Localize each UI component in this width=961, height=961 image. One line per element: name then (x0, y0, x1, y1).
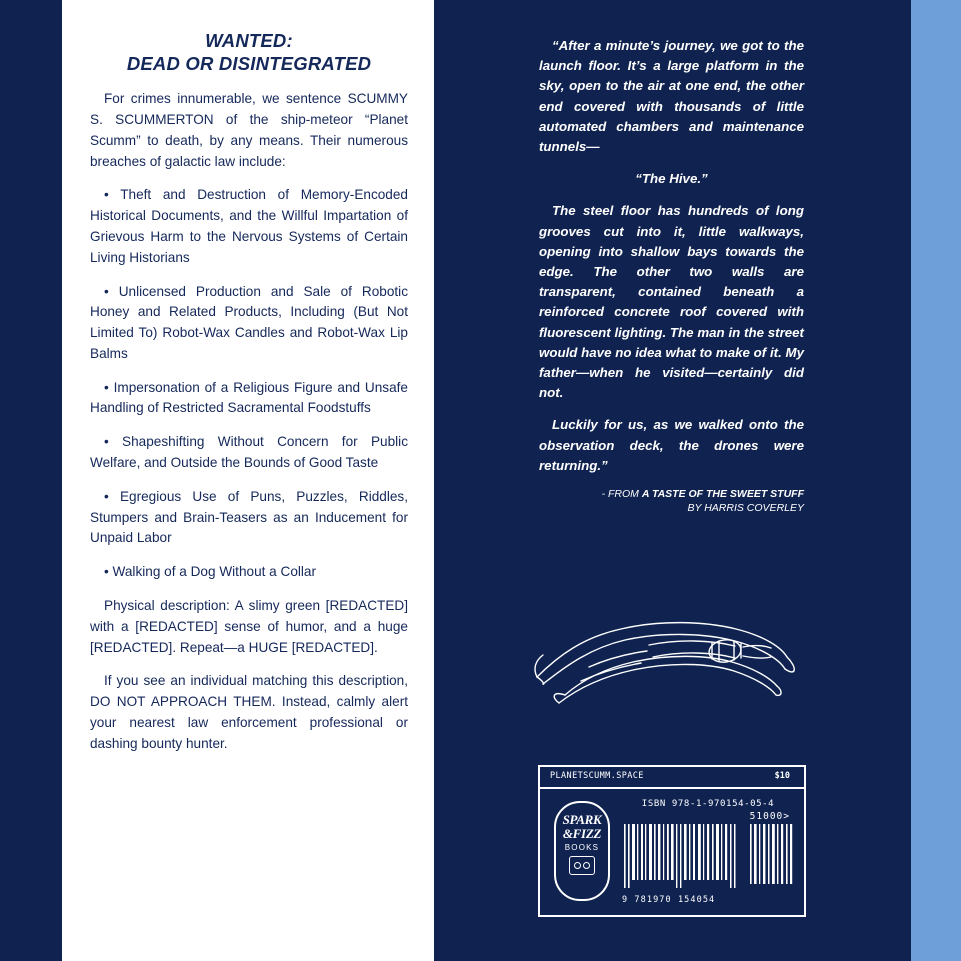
cover-edge-strip (911, 0, 961, 961)
excerpt-paragraph: “The Hive.” (635, 171, 708, 187)
wanted-title-line1: WANTED: (205, 30, 293, 51)
attribution-author: BY HARRIS COVERLEY (687, 501, 804, 514)
excerpt-paragraph: “After a minute’s journey, we got to the launch floor. It’s a large platform in the sky, open to the air at one end, the other end covered with thousands of little automated chambers and maintenance tunnels— (539, 38, 804, 155)
back-cover-paragraph: For crimes innumerable, we sentence SCUMMY S. SCUMMERTON of the ship-meteor “Planet Scumm” to death, by any means. Their numerous breaches of galactic law include: (90, 91, 408, 169)
barcode-main-icon (622, 824, 740, 894)
logo-line-books: BOOKS (564, 843, 600, 852)
isbn-body (540, 789, 804, 915)
back-cover-paragraph: • Walking of a Dog Without a Collar (104, 564, 317, 580)
robot-face-icon (569, 856, 595, 875)
excerpt-paragraph: Luckily for us, as we walked onto the observation deck, the drones were returning.” (539, 417, 804, 473)
back-cover-panel (62, 0, 434, 961)
back-cover-content (90, 30, 408, 768)
back-cover-paragraph: • Shapeshifting Without Concern for Public Welfare, and Outside the Bounds of Good Taste (90, 434, 408, 471)
front-panel (434, 0, 911, 961)
back-cover-paragraph: • Egregious Use of Puns, Puzzles, Riddles, Stumpers and Brain-Teasers as an Inducement for Unpaid Labor (90, 488, 408, 546)
logo-line-fizz: &FIZZ (562, 826, 602, 841)
barcode-area (622, 799, 794, 905)
back-cover-paragraph: • Unlicensed Production and Sale of Robotic Honey and Related Products, Including (But Not Limited To) Robot-Wax Candles and Robot-Wax Lip Balms (90, 283, 408, 361)
logo-line-spark: SPARK (562, 812, 602, 827)
publisher-logo (554, 801, 610, 901)
price-label: $10 (774, 771, 790, 781)
back-cover-paragraph: If you see an individual matching this description, DO NOT APPROACH THEM. Instead, calmly alert your nearest law enforcement professional or dashing bounty hunter. (90, 673, 408, 751)
back-cover-paragraph: Physical description: A slimy green [REDACTED] with a [REDACTED] sense of humor, and a huge [REDACTED]. Repeat—a HUGE [REDACTED]. (90, 598, 408, 655)
barcode-number: 9 781970 154054 (622, 895, 716, 905)
space-worm-illustration (529, 585, 819, 735)
attribution-title: A TASTE OF THE SWEET STUFF (641, 488, 804, 501)
publisher-website: PLANETSCUMM.SPACE (550, 771, 644, 781)
back-cover-paragraph: • Theft and Destruction of Memory-Encoded Historical Documents, and the Willful Impartation of Grievous Harm to the Nervous Systems of Certain Living Historians (90, 187, 408, 265)
isbn-barcode-block (538, 765, 806, 917)
barcode-bars (622, 824, 794, 894)
excerpt-attribution (539, 488, 804, 515)
wanted-title (90, 30, 408, 75)
wanted-title-line2: DEAD OR DISINTEGRATED (126, 52, 372, 74)
barcode-addon-icon (748, 824, 794, 894)
isbn-header (540, 767, 804, 789)
isbn-number: ISBN 978-1-970154-05-4 (641, 799, 775, 809)
back-cover-paragraph: • Impersonation of a Religious Figure and Unsafe Handling of Restricted Sacramental Foodstuffs (90, 379, 408, 416)
excerpt-paragraph: The steel floor has hundreds of long grooves cut into it, little walkways, opening into shallow bays towards the edge. The other two walls are transparent, contained beneath a reinforced concrete roof covered with fluorescent lighting. The man in the street would have no idea what to make of it. My father—when he visited—certainly did not. (539, 203, 804, 401)
attribution-prefix: - FROM (601, 488, 642, 501)
isbn-price-code: 51000> (749, 811, 790, 822)
excerpt-block (539, 36, 804, 515)
